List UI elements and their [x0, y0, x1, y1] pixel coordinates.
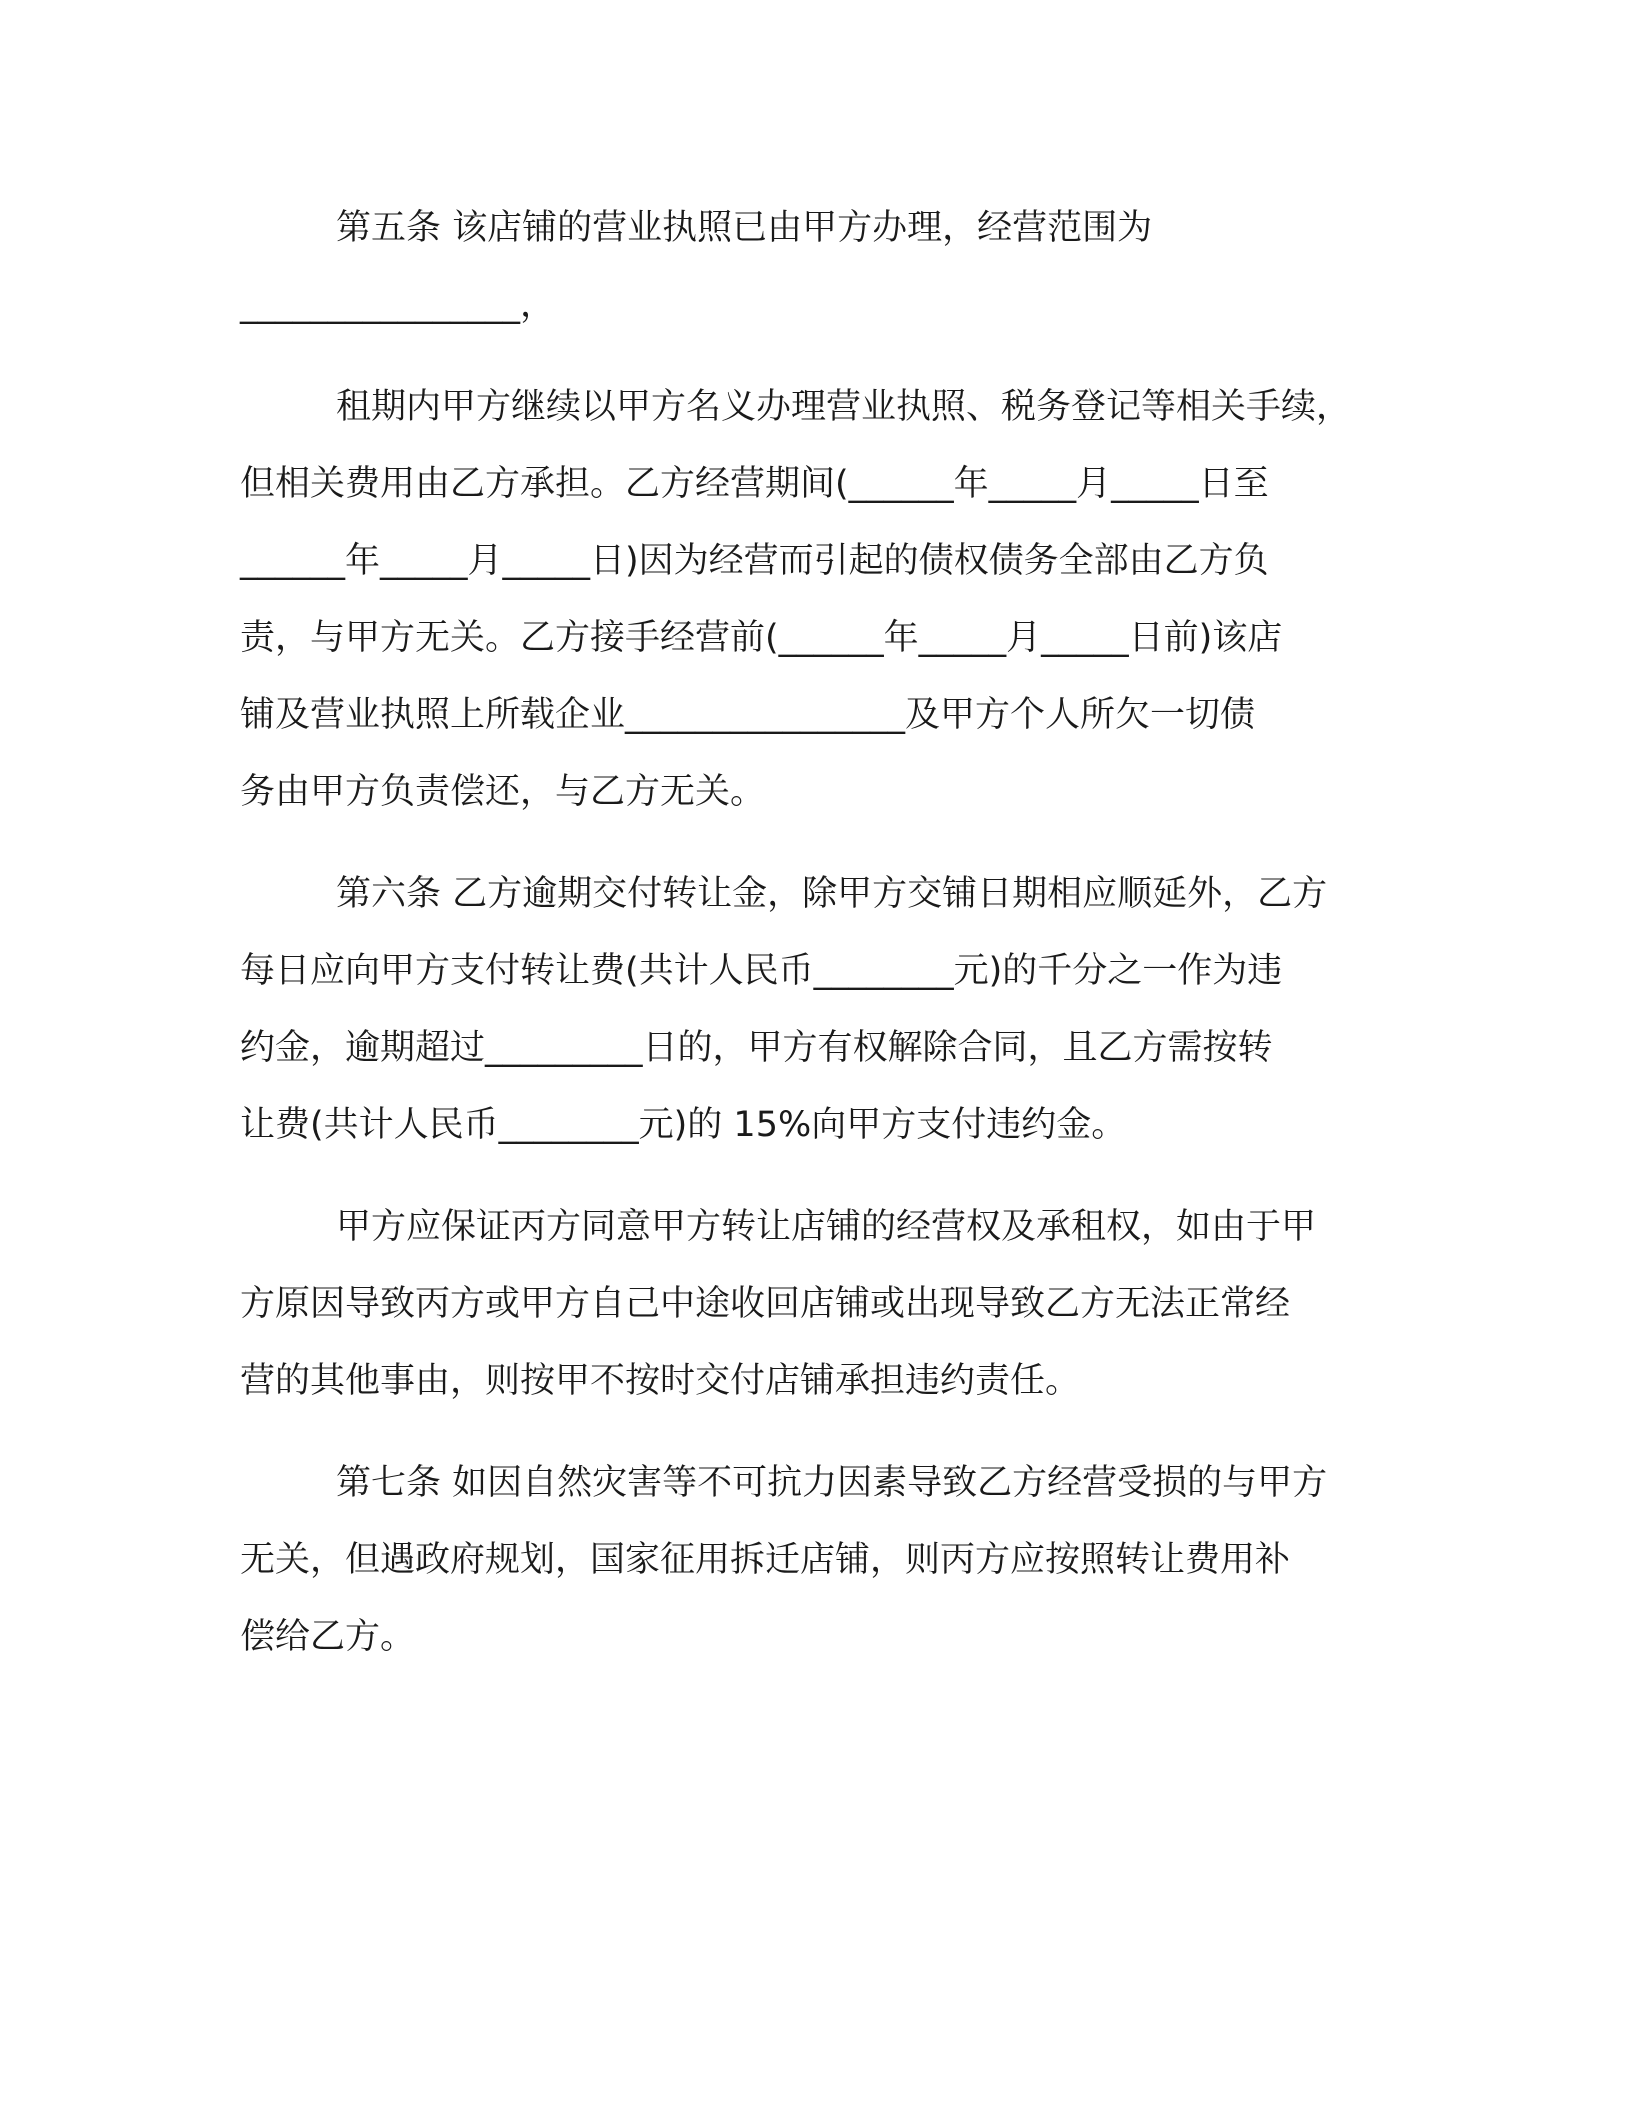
text-line: 责，与甲方无关。乙方接手经营前(______年_____月_____日前)该店	[240, 618, 1283, 658]
text-line: 偿给乙方。	[240, 1617, 416, 1657]
paragraph-article-5-license	[240, 369, 1400, 831]
paragraph-article-6-late-payment	[240, 856, 1400, 1164]
paragraph-article-5-scope	[240, 190, 1400, 344]
text-line: 让费(共计人民币________元)的 15%向甲方支付违约金。	[240, 1105, 1127, 1145]
text-line: 每日应向甲方支付转让费(共计人民币________元)的千分之一作为违	[240, 951, 1283, 991]
text-line: 约金，逾期超过_________日的，甲方有权解除合同，且乙方需按转	[240, 1028, 1273, 1068]
text-line: 无关，但遇政府规划，国家征用拆迁店铺，则丙方应按照转让费用补	[240, 1540, 1291, 1580]
text-line: 第五条 该店铺的营业执照已由甲方办理，经营范围为	[336, 208, 1153, 248]
text-line: 第七条 如因自然灾害等不可抗力因素导致乙方经营受损的与甲方	[336, 1463, 1328, 1503]
text-line: 但相关费用由乙方承担。乙方经营期间(______年_____月_____日至	[240, 464, 1269, 504]
text-line: 第六条 乙方逾期交付转让金，除甲方交铺日期相应顺延外，乙方	[336, 874, 1328, 914]
document-body	[240, 190, 1400, 1701]
text-line: 务由甲方负责偿还，与乙方无关。	[240, 772, 766, 812]
paragraph-article-6-guarantee	[240, 1189, 1400, 1420]
text-line: ________________，	[240, 285, 556, 325]
text-line: ______年_____月_____日)因为经营而引起的债权债务全部由乙方负	[240, 541, 1269, 581]
text-line: 铺及营业执照上所载企业________________及甲方个人所欠一切债	[240, 695, 1256, 735]
text-line: 租期内甲方继续以甲方名义办理营业执照、税务登记等相关手续，	[336, 387, 1352, 427]
paragraph-article-7-force-majeure	[240, 1445, 1400, 1676]
text-line: 甲方应保证丙方同意甲方转让店铺的经营权及承租权，如由于甲	[336, 1207, 1317, 1247]
text-line: 营的其他事由，则按甲不按时交付店铺承担违约责任。	[240, 1361, 1081, 1401]
text-line: 方原因导致丙方或甲方自己中途收回店铺或出现导致乙方无法正常经	[240, 1284, 1291, 1324]
